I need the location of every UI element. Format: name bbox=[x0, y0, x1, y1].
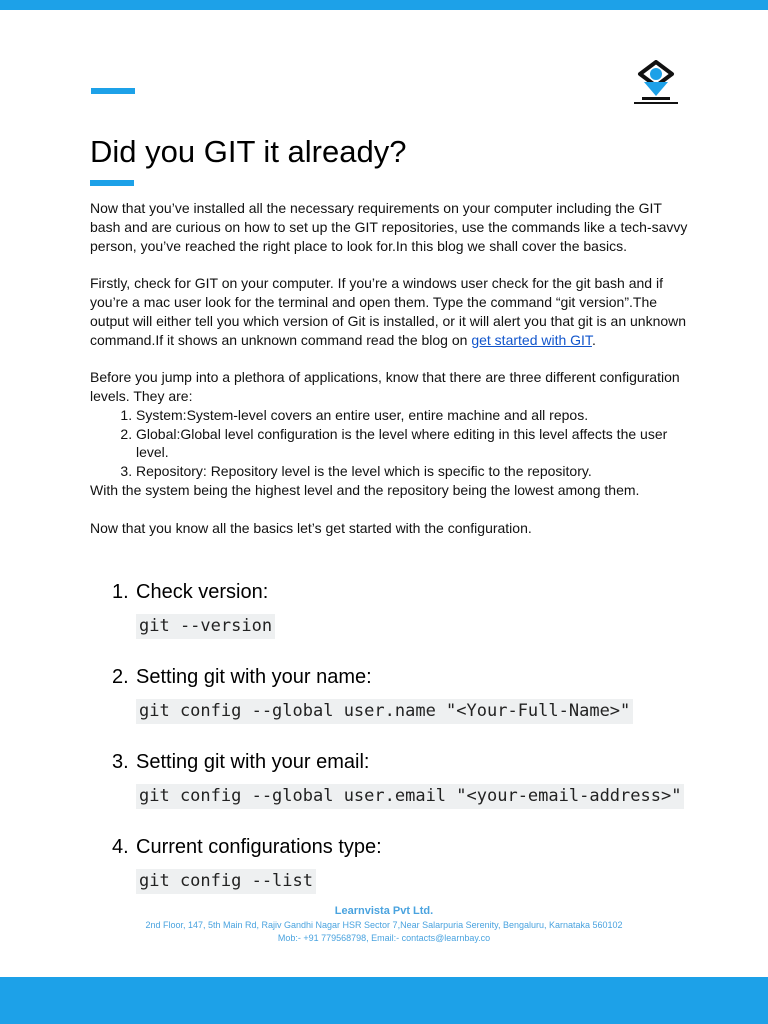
step-number: 1. bbox=[112, 581, 129, 603]
step-number: 4. bbox=[112, 836, 129, 858]
step-title: Setting git with your email: bbox=[136, 751, 370, 773]
start-paragraph: Now that you know all the basics let’s get started with the configuration. bbox=[90, 519, 532, 536]
step-check-version bbox=[112, 577, 712, 662]
step-heading bbox=[112, 662, 372, 692]
footer-company: Learnvista Pvt Ltd. bbox=[334, 905, 434, 917]
step-set-email bbox=[112, 747, 712, 832]
top-accent-bar bbox=[0, 0, 768, 10]
levels-intro: Before you jump into a plethora of applications, know that there are three different configuration levels. They are: bbox=[90, 369, 680, 404]
step-title: Setting git with your name: bbox=[136, 666, 372, 688]
config-steps bbox=[112, 577, 712, 917]
list-item: 3. Repository: Repository level is the level which is specific to the repository. bbox=[136, 462, 690, 481]
command-snippet: git --version bbox=[136, 614, 275, 639]
levels-list bbox=[90, 406, 690, 481]
step-number: 2. bbox=[112, 666, 129, 688]
step-title: Current configurations type: bbox=[136, 836, 382, 858]
article-body bbox=[90, 199, 690, 537]
command-snippet: git config --global user.name "<Your-Full-Name>" bbox=[136, 699, 633, 724]
learnbay-logo-icon bbox=[630, 60, 682, 108]
bottom-accent-bar bbox=[0, 977, 768, 1024]
step-heading bbox=[112, 832, 382, 862]
levels-outro: With the system being the highest level and the repository being the lowest among them. bbox=[90, 481, 640, 498]
footer-contact: Mob:- +91 779568798, Email:- contacts@learnbay.co bbox=[277, 933, 491, 943]
footer-address: 2nd Floor, 147, 5th Main Rd, Rajiv Gandhi Nagar HSR Sector 7,Near Salarpuria Serenity, Bengaluru, Karnataka 560102 bbox=[145, 920, 623, 930]
step-heading bbox=[112, 577, 268, 607]
page-title: Did you GIT it already? bbox=[90, 134, 407, 169]
step-title: Check version: bbox=[136, 581, 269, 603]
intro-paragraph: Now that you’ve installed all the necessary requirements on your computer including the GIT bash and are curious on how to set up the GIT repositories, use the commands like a tech-savvy person, you’ve reached the right place to look for.In this blog we shall cover the basics. bbox=[90, 200, 688, 254]
title-underline bbox=[90, 180, 134, 186]
check-git-text-end: . bbox=[591, 331, 596, 348]
list-item: 2. Global:Global level configuration is the level where editing in this level affects the user level. bbox=[136, 425, 690, 463]
step-set-name bbox=[112, 662, 712, 747]
accent-dash bbox=[91, 88, 135, 94]
list-item: 1. System:System-level covers an entire user, entire machine and all repos. bbox=[136, 406, 690, 425]
check-git-paragraph bbox=[90, 274, 690, 349]
check-git-text: Firstly, check for GIT on your computer. If you’re a windows user check for the git bash and if you’re a mac user look for the terminal and open them. Type the command “git version”.The output will either tell you which version of Git is installed, or it will alert you that git is an unknown command.If it shows an unknown command read the blog on bbox=[90, 275, 687, 348]
command-snippet: git config --list bbox=[136, 869, 316, 894]
command-snippet: git config --global user.email "<your-email-address>" bbox=[136, 784, 684, 809]
page-footer bbox=[0, 904, 768, 945]
get-started-link[interactable]: get started with GIT bbox=[471, 331, 592, 348]
step-number: 3. bbox=[112, 751, 129, 773]
step-heading bbox=[112, 747, 369, 777]
